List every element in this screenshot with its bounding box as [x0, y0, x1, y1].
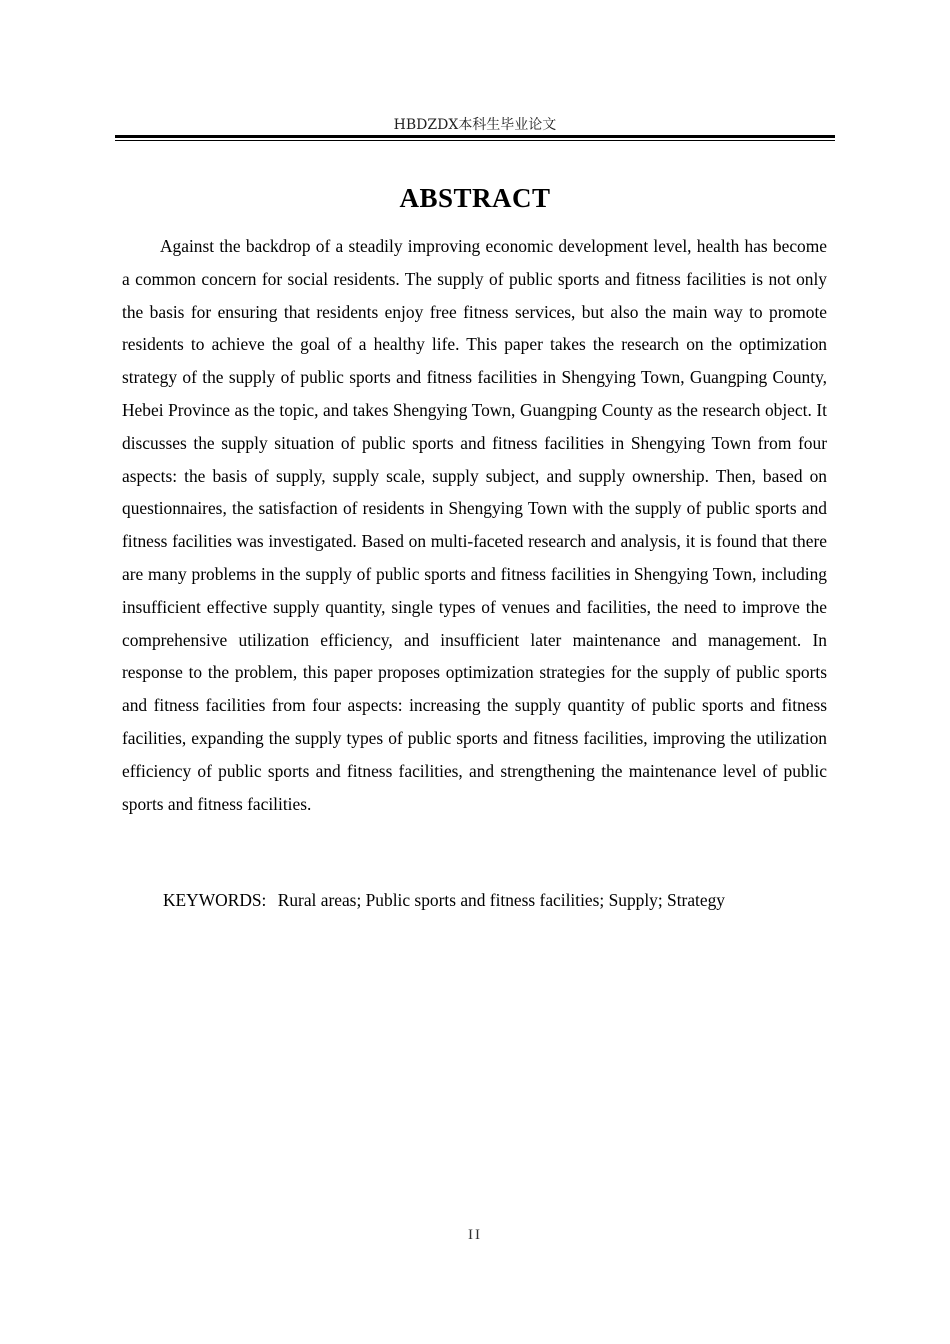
header-rule-thick [115, 135, 835, 138]
keywords-line [163, 884, 843, 916]
abstract-body: Against the backdrop of a steadily improving economic development level, health has become a common concern for social residents. The supply of public sports and fitness facilities is not only the basis for ensuring that residents enjoy free fitness services, but also the main way to promote residents to achieve the goal of a healthy life. This paper takes the research on the optimization strategy of the supply of public sports and fitness facilities in Shengying Town, Guangping County, Hebei Province as the topic, and takes Shengying Town, Guangping County as the research object. It discusses the supply situation of public sports and fitness facilities in Shengying Town from four aspects: the basis of supply, supply scale, supply subject, and supply ownership. Then, based on questionnaires, the satisfaction of residents in Shengying Town with the supply of public sports and fitness facilities was investigated. Based on multi-faceted research and analysis, it is found that there are many problems in the supply of public sports and fitness facilities in Shengying Town, including insufficient effective supply quantity, single types of venues and facilities, the need to improve the comprehensive utilization efficiency, and insufficient later maintenance and management. In response to the problem, this paper proposes optimization strategies for the supply of public sports and fitness facilities from four aspects: increasing the supply quantity of public sports and fitness facilities, expanding the supply types of public sports and fitness facilities, improving the utilization efficiency of public sports and fitness facilities, and strengthening the maintenance level of public sports and fitness facilities. [122, 236, 827, 814]
keywords-label: KEYWORDS: [163, 890, 267, 910]
header-rule-thin [115, 140, 835, 141]
keywords-terms: Rural areas; Public sports and fitness facilities; Supply; Strategy [277, 890, 725, 910]
running-header: HBDZDX本科生毕业论文 [393, 117, 557, 133]
abstract-title: ABSTRACT [399, 183, 551, 214]
page-number: II [468, 1227, 482, 1243]
